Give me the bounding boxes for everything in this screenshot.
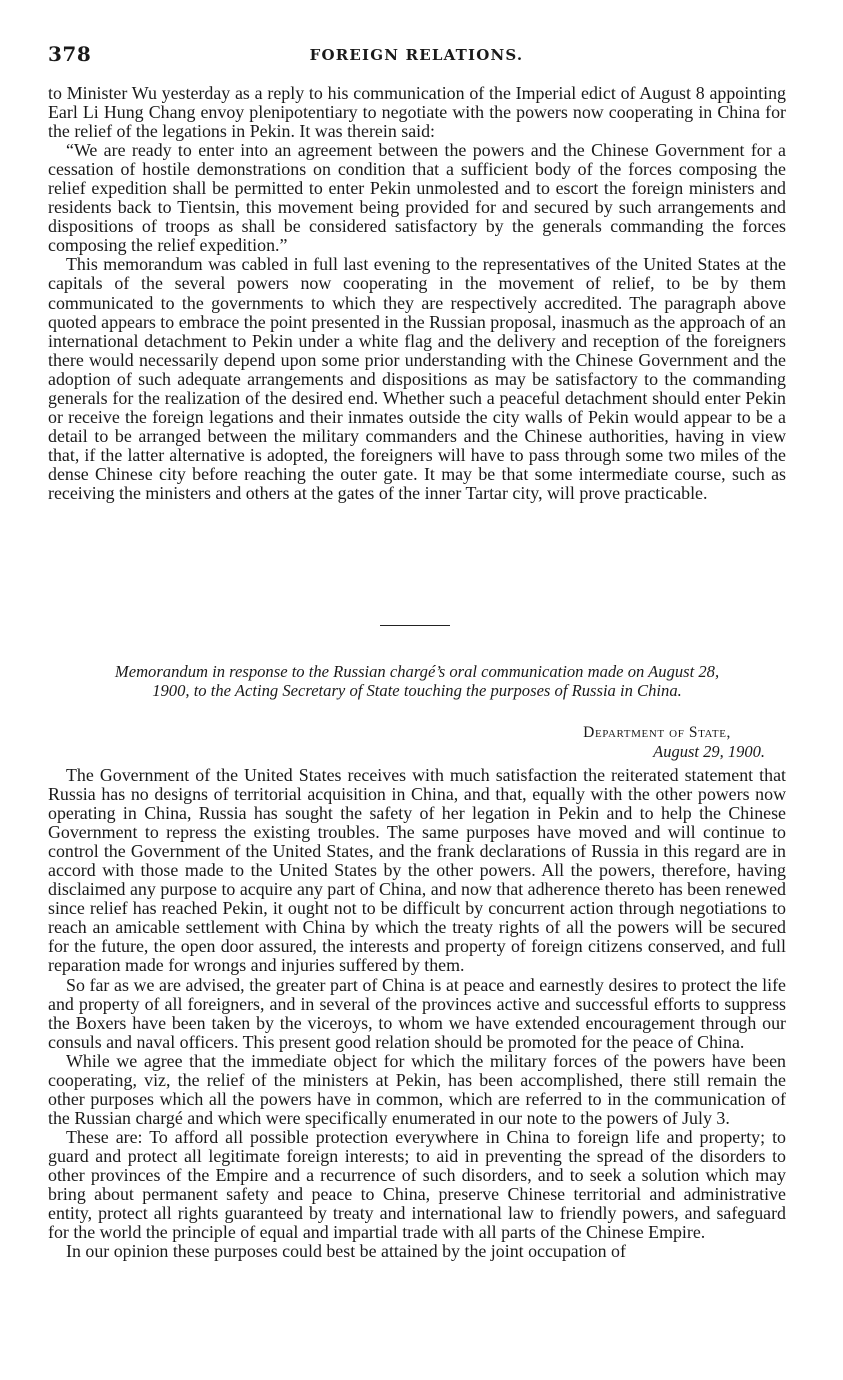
running-title: FOREIGN RELATIONS. — [309, 46, 524, 64]
dateline-date: August 29, 1900. — [653, 742, 765, 761]
paragraph: These are: To afford all possible protection everywhere in China to foreign life and property; to guard and protect all legitimate foreign interests; to aid in preventing the spread of the disorders to other provinces of the Empire and a recurrence of such disorders, and to seek a solution which may bring about permanent safety and peace to China, preserve Chinese territorial and administrative entity, protect all rights guaranteed by treaty and international law to friendly powers, and safeguard for the world the principle of equal and impartial trade with all parts of the Chinese Empire. — [48, 1126, 786, 1243]
paragraph: The Government of the United States receives with much satisfaction the reiterated statement that Russia has no designs of territorial acquisition in China, and that, equally with the other powers now operating in China, Russia has sought the safety of her legation in Pekin and to help the Chinese Government to repress the existing troubles. The same purposes have moved and will continue to control the Government of the United States, and the frank declarations of Russia in this regard are in accord with those made to the United States by the other powers. All the powers, therefore, having disclaimed any purpose to acquire any part of China, and now that adherence thereto has been renewed since relief has reached Pekin, it ought not to be difficult by concurrent action through negotiations to reach an amicable settlement with China by which the treaty rights of all the powers will be secured for the future, the open door assured, the interests and property of foreign citizens conserved, and full reparation made for wrongs and injuries suffered by them. — [48, 765, 786, 976]
memorandum-body — [48, 766, 786, 1261]
running-head — [48, 42, 785, 68]
top-section — [48, 84, 786, 503]
dateline-department: Department of State, — [583, 724, 731, 741]
memorandum-title-line: 1900, to the Acting Secretary of State touching the purposes of Russia in China. — [152, 681, 682, 700]
quoted-paragraph: “We are ready to enter into an agreement between the powers and the Chinese Government for a cessation of hostile demonstrations on condition that a sufficient body of the forces composing the relief expedition shall be permitted to enter Pekin unmolested and to escort the foreign ministers and residents back to Tientsin, this movement being provided for and secured by such arrangements and dispositions of troops as shall be considered satisfactory by the generals commanding the forces composing the relief expedition.” — [48, 140, 786, 256]
paragraph: This memorandum was cabled in full last evening to the representatives of the United States at the capitals of the several powers now cooperating in the movement of relief, to be by them communicated to the governments to which they are respectively accredited. The paragraph above quoted appears to embrace the point presented in the Russian proposal, inasmuch as the approach of an international detachment to Pekin under a white flag and the delivery and reception of the foreigners there would necessarily depend upon some prior understanding with the Chinese Government and the adoption of such adequate arrangements and dispositions as may be satisfactory to the commanding generals for the realization of the desired end. Whether such a peaceful detachment should enter Pekin or receive the foreign legations and their inmates outside the city walls of Pekin would appear to be a detail to be arranged between the military commanders and the Chinese authorities, having in view that, if the latter alternative is adopted, the foreigners will have to pass through some two miles of the dense Chinese city before reaching the outer gate. It may be that some intermediate course, such as receiving the ministers and others at the gates of the inner Tartar city, will prove practicable. — [48, 254, 786, 503]
memorandum-title — [48, 662, 786, 700]
paragraph: So far as we are advised, the greater part of China is at peace and earnestly desires to protect the life and property of all foreigners, and in several of the provinces active and successful efforts to suppress the Boxers have been taken by the viceroys, to whom we have extended encouragement through our consuls and naval officers. This present good relation should be promoted for the peace of China. — [48, 974, 786, 1052]
paragraph-continuation: to Minister Wu yesterday as a reply to his communication of the Imperial edict of August 8 appointing Earl Li Hung Chang envoy plenipotentiary to negotiate with the powers now cooperating in China for the relief of the legations in Pekin. It was therein said: — [48, 83, 786, 142]
paragraph: In our opinion these purposes could best be attained by the joint occupation of — [66, 1241, 626, 1262]
section-divider — [380, 625, 450, 626]
dateline — [583, 723, 765, 761]
paragraph: While we agree that the immediate object for which the military forces of the powers have been cooperating, viz, the relief of the ministers at Pekin, has been accomplished, there still remain the other purposes which all the powers have in common, which are referred to in the communication of the Russian chargé and which were specifically enumerated in our note to the powers of July 3. — [48, 1050, 786, 1128]
memorandum-title-line: Memorandum in response to the Russian chargé’s oral communication made on August 28, — [114, 662, 720, 681]
page-number: 378 — [48, 42, 92, 66]
